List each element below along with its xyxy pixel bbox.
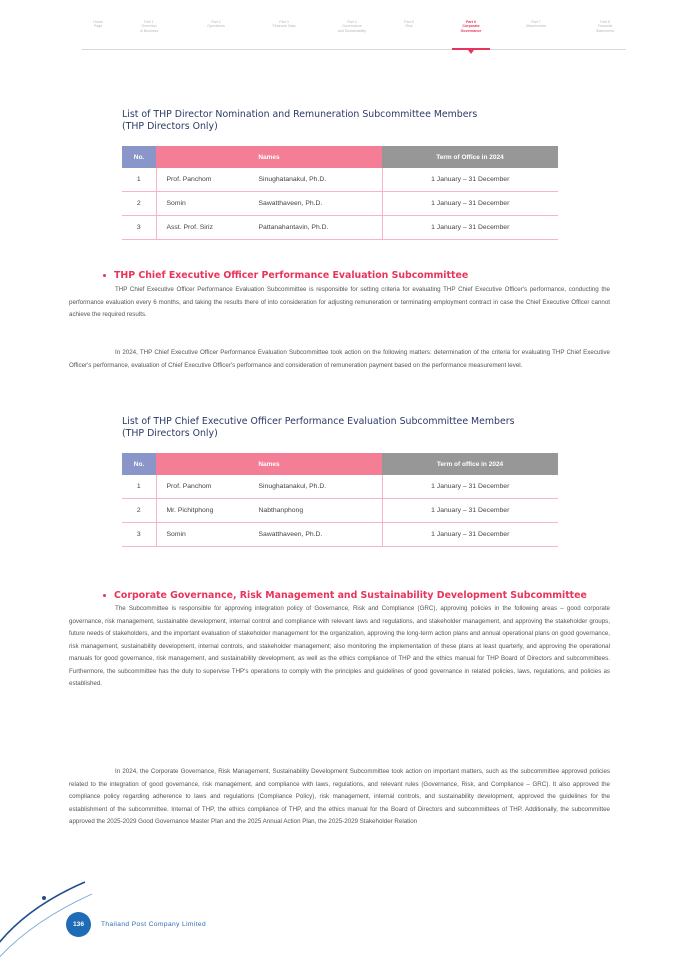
nav-part-6[interactable]: Part 6 Corporate Governance — [460, 20, 482, 33]
table-row: 3 Somin Sawatthaveen, Ph.D. 1 January – 31 December — [122, 523, 558, 547]
nomination-subcommittee-table — [122, 146, 558, 240]
nav-divider — [82, 49, 626, 50]
table-row: 2 Somin Sawatthaveen, Ph.D. 1 January – 31 December — [122, 192, 558, 216]
col-no: No. — [122, 146, 156, 168]
company-name: Thailand Post Company Limited — [101, 921, 207, 928]
ceo-evaluation-paragraph-1: THP Chief Executive Officer Performance Evaluation Subcommittee is responsible for setting criteria for evaluating THP Chief Executive Officer's performance, conducting the performance evaluation every 6 months, and taking the results there of into consideration for adjusting remuneration or terminating employment contract in case the Chief Executive Officer cannot achieve the required results. — [69, 286, 610, 318]
nav-active-arrow-icon — [468, 50, 474, 54]
page-number-badge: 136 — [66, 912, 91, 937]
ceo-evaluation-subcommittee-table — [122, 453, 558, 547]
top-navigation — [82, 20, 626, 60]
nav-part-3[interactable]: Part 3 Financial Data — [272, 20, 296, 29]
table-row: 1 Prof. Panchom Sinughatanakul, Ph.D. 1 January – 31 December — [122, 475, 558, 499]
col-term: Term of Office in 2024 — [382, 146, 558, 168]
nav-part-2[interactable]: Part 2 Operations — [207, 20, 225, 29]
col-no: No. — [122, 453, 156, 475]
nav-part-7[interactable]: Part 7 Attachments — [526, 20, 546, 29]
table2-title: List of THP Chief Executive Officer Performance Evaluation Subcommittee Members (THP Directors Only) — [122, 416, 515, 439]
nav-part-8[interactable]: Part 8 Financial Statements — [595, 20, 615, 33]
corporate-governance-paragraph-1: The Subcommittee is responsible for approving integration policy of Governance, Risk and Compliance (GRC), approving policies in the following areas – good corporate governance, risk management, sustainable development, internal control and compliance with relevant laws and regulations, and stakeholder management, and approving the stakeholder groups, future needs of stakeholders, and the important evaluation of stakeholder management for the organization, approving the long-term action plans and annual operational plans on good governance, risk management, sustainability development, internal controls, and stakeholder management; also monitoring the implementation of these plans at least quarterly, and approving the operational manuals for good governance, risk management, and sustainability development, as well as the ethics compliance of THP and the ethics manual for THP Board of Directors and subcommittees. Furthermore, the subcommittee has the duty to supervise THP's operations to comply with the principles and guidelines of good governance in related policies, laws, regulations, and policies as established. — [69, 605, 610, 687]
table-row: 1 Prof. Panchom Sinughatanakul, Ph.D. 1 January – 31 December — [122, 168, 558, 192]
nav-part-5[interactable]: Part 5 Risk — [404, 20, 414, 29]
col-term: Term of office in 2024 — [382, 453, 558, 475]
bullet-icon — [103, 274, 106, 277]
section-heading-corporate-governance: Corporate Governance, Risk Management and Sustainability Development Subcommittee — [103, 590, 587, 601]
nav-home[interactable]: Home Page — [93, 20, 103, 29]
bullet-icon — [103, 594, 106, 597]
table-row: 3 Asst. Prof. Siriz Pattanahantavin, Ph.D. 1 January – 31 December — [122, 216, 558, 240]
nav-part-4[interactable]: Part 4 Governance and Sustainability — [337, 20, 367, 33]
table-row: 2 Mr. Pichitphong Nabthanphong 1 January – 31 December — [122, 499, 558, 523]
nav-part-1[interactable]: Part 1 Overview of Business — [139, 20, 159, 33]
table1-title: List of THP Director Nomination and Remuneration Subcommittee Members (THP Directors Only) — [122, 109, 478, 132]
ceo-evaluation-paragraph-2: In 2024, THP Chief Executive Officer Performance Evaluation Subcommittee took action on the following matters: determination of the criteria for evaluating THP Chief Executive Officer's performance, evaluation of Chief Executive Officer's performance and consideration of remuneration payment based on the performance measurement level. — [69, 349, 610, 369]
footer-arc-decoration — [0, 860, 140, 962]
col-names: Names — [156, 453, 382, 475]
col-names: Names — [156, 146, 382, 168]
section-heading-ceo-evaluation: THP Chief Executive Officer Performance Evaluation Subcommittee — [103, 270, 468, 281]
corporate-governance-paragraph-2: In 2024, the Corporate Governance, Risk Management, Sustainability Development Subcommittee took action on important matters, such as the subcommittee approved policies related to the integration of good governance, risk management, and compliance with laws, regulations, and relevant rules (Governance, Risk, and Compliance – GRC). It also approved the compliance policy regarding adherence to laws and regulations (Compliance Policy), risk management, internal controls, and sustainability development, approved the guidelines for the establishment of the subcommittee. Internal of THP, the ethics compliance of THP, and the ethics manual for the Board of Directors and subcommittees of THP. Additionally, the subcommittee approved the 2025-2029 Good Governance Master Plan and the 2025 Annual Action Plan, the 2025-2029 Stakeholder Relation — [69, 768, 610, 825]
